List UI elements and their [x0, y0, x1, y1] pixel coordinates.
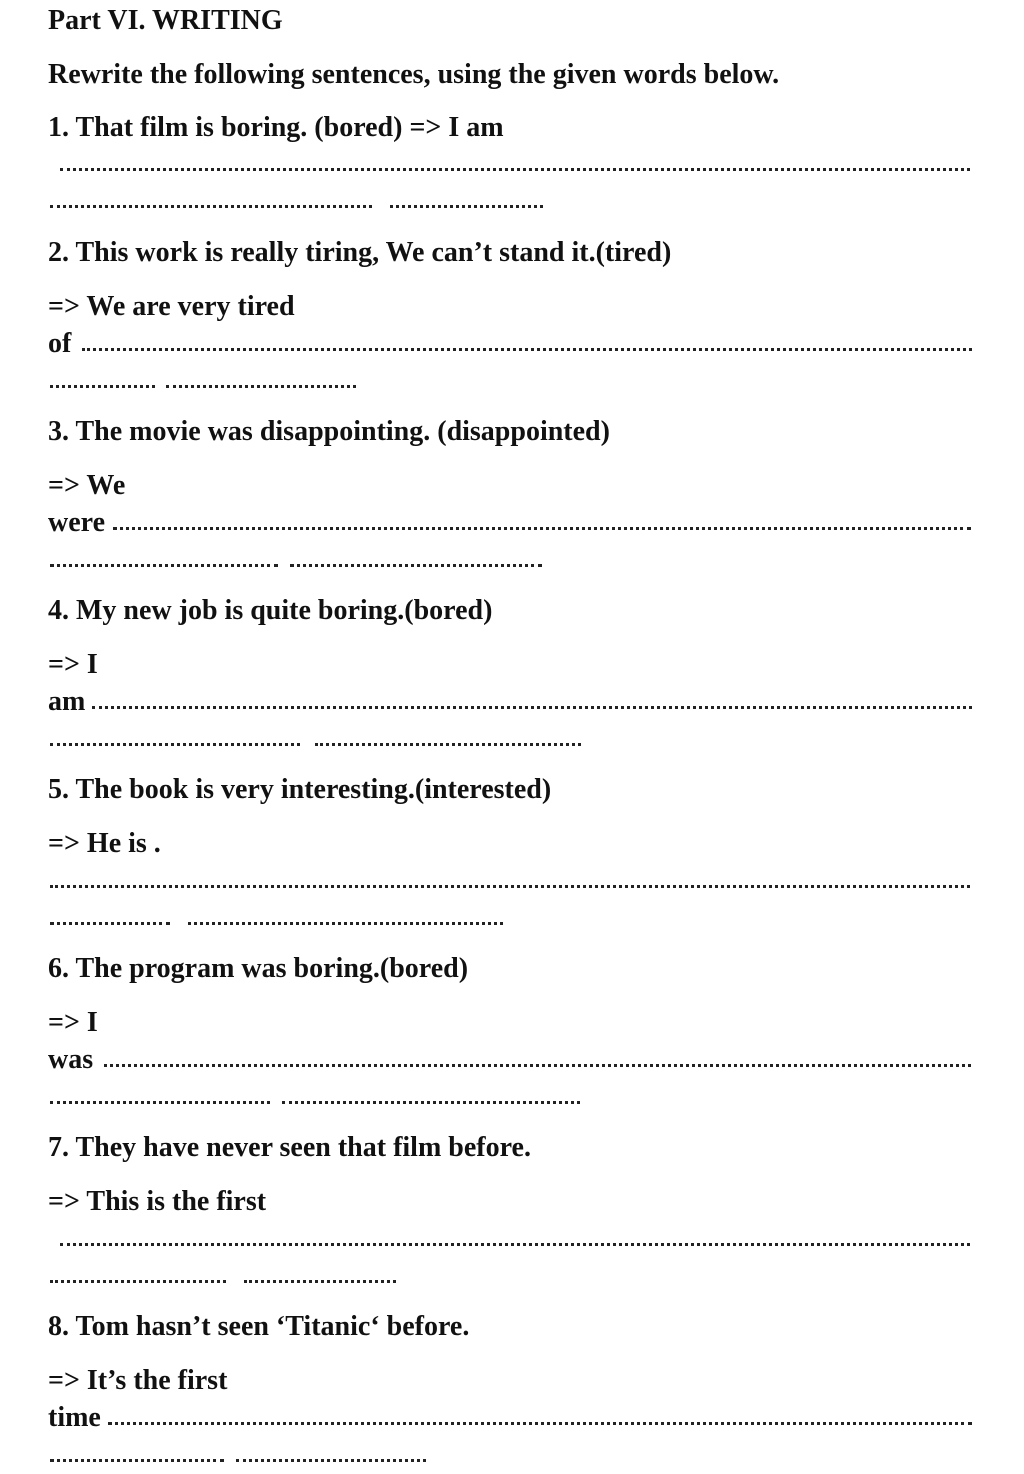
answer-line-5c[interactable]	[188, 922, 503, 925]
part-title: Part VI. WRITING	[48, 5, 283, 36]
answer-line-8b[interactable]	[50, 1459, 224, 1462]
question-8-prompt: 8. Tom hasn’t seen ‘Titanic‘ before.	[48, 1311, 470, 1342]
instruction: Rewrite the following sentences, using the given words below.	[48, 59, 780, 90]
question-3-start-1: => We	[48, 470, 126, 501]
answer-line-2b[interactable]	[50, 385, 155, 388]
question-2-start-2: of	[48, 328, 72, 359]
question-3-prompt: 3. The movie was disappointing. (disappointed)	[48, 416, 610, 447]
answer-line-3b[interactable]	[50, 564, 278, 567]
answer-line-8a[interactable]	[108, 1422, 972, 1425]
answer-line-4b[interactable]	[50, 743, 300, 746]
answer-line-1c[interactable]	[390, 205, 543, 208]
answer-line-6a[interactable]	[104, 1064, 971, 1067]
question-2-start-1: => We are very tired	[48, 291, 295, 322]
question-4-prompt: 4. My new job is quite boring.(bored)	[48, 595, 493, 626]
answer-line-5a[interactable]	[50, 885, 970, 888]
answer-line-4a[interactable]	[92, 706, 972, 709]
answer-line-4c[interactable]	[315, 743, 581, 746]
answer-line-7a[interactable]	[60, 1243, 970, 1246]
question-8-start-2: time	[48, 1402, 101, 1433]
answer-line-2a[interactable]	[82, 348, 972, 351]
answer-line-7c[interactable]	[244, 1280, 396, 1283]
question-7-prompt: 7. They have never seen that film before.	[48, 1132, 531, 1163]
question-8-start-1: => It’s the first	[48, 1365, 228, 1396]
answer-line-6c[interactable]	[282, 1101, 580, 1104]
answer-line-2c[interactable]	[166, 385, 356, 388]
question-6-start-1: => I	[48, 1007, 98, 1038]
question-7-start-1: => This is the first	[48, 1186, 267, 1217]
question-2-prompt: 2. This work is really tiring, We can’t stand it.(tired)	[48, 237, 672, 268]
answer-line-3c[interactable]	[290, 564, 542, 567]
answer-line-1a[interactable]	[60, 168, 970, 171]
question-5-prompt: 5. The book is very interesting.(interested)	[48, 774, 552, 805]
question-6-start-2: was	[48, 1044, 94, 1075]
answer-line-7b[interactable]	[50, 1280, 226, 1283]
answer-line-6b[interactable]	[50, 1101, 270, 1104]
answer-line-3a[interactable]	[113, 527, 971, 530]
question-3-start-2: were	[48, 507, 105, 538]
question-5-start-1: => He is .	[48, 828, 161, 859]
question-4-start-1: => I	[48, 649, 98, 680]
question-4-start-2: am	[48, 686, 86, 717]
answer-line-8c[interactable]	[236, 1459, 426, 1462]
question-6-prompt: 6. The program was boring.(bored)	[48, 953, 469, 984]
answer-line-5b[interactable]	[50, 922, 170, 925]
question-1-prompt: 1. That film is boring. (bored) => I am	[48, 112, 504, 143]
answer-line-1b[interactable]	[50, 205, 372, 208]
